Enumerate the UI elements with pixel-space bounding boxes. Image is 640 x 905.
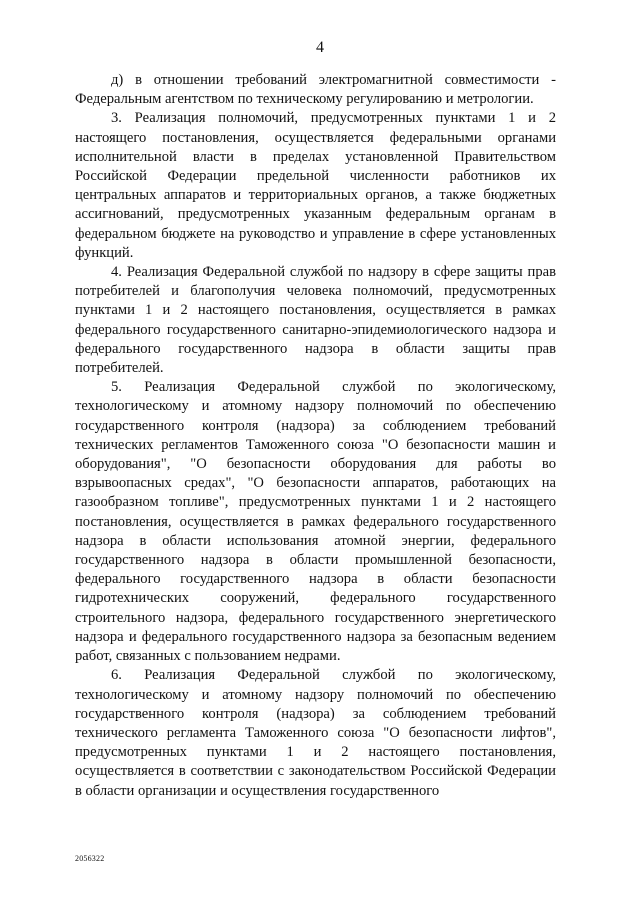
paragraph-6: 6. Реализация Федеральной службой по экологическому, технологическому и атомному надзору полномочий по обеспечению государственного контроля (надзора) за соблюдением требований технического регламента Таможенного союза "О безопасности лифтов", предусмотренных пунктами 1 и 2 настоящего постановления, осуществляется в соответствии с законодательством Российской Федерации в области организации и осуществления государственного	[75, 667, 556, 799]
document-code: 2056322	[75, 854, 105, 863]
paragraph-4: 4. Реализация Федеральной службой по надзору в сфере защиты прав потребителей и благополучия человека полномочий, предусмотренных пунктами 1 и 2 настоящего постановления, осуществляется в рамках федерального государственного санитарно-эпидемиологического надзора и федерального государственного надзора в области защиты прав потребителей.	[75, 264, 556, 377]
paragraph-subitem-d: д) в отношении требований электромагнитной совместимости - Федеральным агентством по техническому регулированию и метрологии.	[75, 72, 556, 108]
paragraph-5: 5. Реализация Федеральной службой по экологическому, технологическому и атомному надзору полномочий по обеспечению государственного контроля (надзора) за соблюдением требований технических регламентов Таможенного союза "О безопасности машин и оборудования", "О безопасности оборудования для работы во взрывоопасных средах", "О безопасности аппаратов, работающих на газообразном топливе", предусмотренных пунктами 1 и 2 настоящего постановления, осуществляется в рамках федерального государственного надзора в области использования атомной энергии, федерального государственного надзора в области промышленной безопасности, федерального государственного надзора в области безопасности гидротехнических сооружений, федерального государственного строительного надзора, федерального государственного энергетического надзора и федерального государственного надзора за безопасным ведением работ, связанных с пользованием недрами.	[75, 379, 556, 665]
document-body	[75, 71, 556, 801]
page-number: 4	[316, 39, 324, 56]
paragraph-3: 3. Реализация полномочий, предусмотренных пунктами 1 и 2 настоящего постановления, осуществляется федеральными органами исполнительной власти в пределах установленной Правительством Российской Федерации предельной численности работников их центральных аппаратов и территориальных органов, а также бюджетных ассигнований, предусмотренных указанным федеральным органам в федеральном бюджете на руководство и управление в сфере установленных функций.	[75, 110, 556, 261]
